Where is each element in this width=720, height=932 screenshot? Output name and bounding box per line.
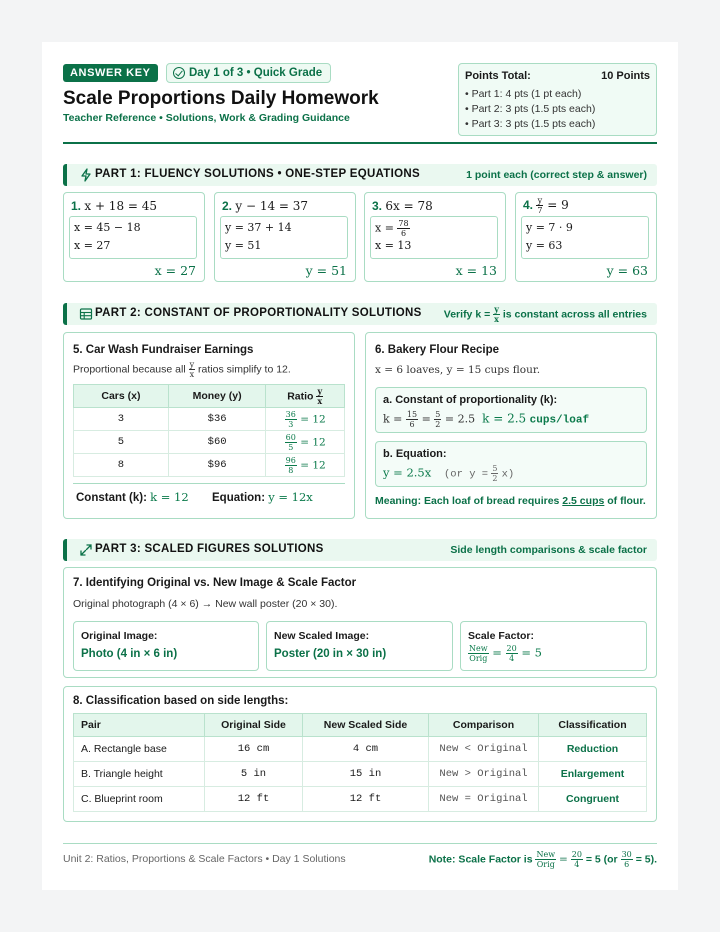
part-a-work: k = $\frac{15}{6}$ = $\frac{5}{2}$ = 2.5 k = 2.5 cups/loaf (383, 410, 590, 429)
table-row: A. Rectangle base 16 cm 4 cm New < Original Reduction (74, 737, 647, 762)
problem-7-description: Original photograph (4 × 6) → New wall poster (20 × 30). (73, 598, 338, 610)
column-header: Comparison (429, 714, 539, 737)
problem-8-title: 8. Classification based on side lengths: (73, 695, 289, 707)
part1-note: 1 point each (correct step & answer) (466, 169, 647, 181)
points-total-box (458, 63, 657, 136)
part2-title: PART 2: CONSTANT OF PROPORTIONALITY SOLUTIONS (95, 307, 422, 319)
points-line: • Part 1: 4 pts (1 pt each) (465, 88, 582, 100)
new-image-box (266, 621, 453, 671)
final-answer: x = 13 (455, 263, 497, 278)
final-answer: y = 63 (606, 263, 648, 278)
part-a-label: a. Constant of proportionality (k): (383, 394, 558, 406)
problem-number: 4. (523, 198, 534, 212)
problem-equation: 6x = 78 (385, 199, 433, 213)
problem-5-title: 5. Car Wash Fundraiser Earnings (73, 344, 254, 356)
problem-card-3 (364, 192, 506, 282)
worksheet-page (42, 42, 678, 890)
problem-card-2 (214, 192, 356, 282)
column-header: Classification (539, 714, 647, 737)
problem-8-card (63, 686, 657, 822)
work-box (220, 216, 348, 259)
expand-icon (79, 543, 93, 557)
part3-note: Side length comparisons & scale factor (450, 544, 647, 556)
original-label: Original Image: (81, 630, 158, 642)
new-value: Poster (20 in × 30 in) (274, 648, 387, 660)
problem-6-description: x = 6 loaves, y = 15 cups flour. (375, 364, 541, 376)
part1-title: PART 1: FLUENCY SOLUTIONS • ONE-STEP EQUATIONS (95, 168, 420, 180)
header-divider (63, 142, 657, 144)
answer-key-badge: ANSWER KEY (63, 64, 158, 82)
work-step: y = 51 (225, 239, 262, 252)
footer-divider (63, 843, 657, 844)
problem-7-title: 7. Identifying Original vs. New Image & Scale Factor (73, 577, 357, 589)
work-step: x = 45 − 18 (74, 221, 141, 234)
constant-line: Constant (k): k = 12 (76, 490, 189, 504)
work-step: x = $\frac{78}{6}$ (375, 219, 409, 238)
problem-equation: y − 14 = 37 (235, 199, 309, 213)
column-header: Pair (74, 714, 205, 737)
part-b-box (375, 441, 647, 487)
work-step: y = 63 (526, 239, 563, 252)
part2-header (63, 303, 657, 325)
scale-factor-box (460, 621, 647, 671)
work-step: y = 37 + 14 (225, 221, 292, 234)
work-step: y = 7 · 9 (526, 221, 573, 234)
points-line: • Part 3: 3 pts (1.5 pts each) (465, 118, 596, 130)
problem-6-title: 6. Bakery Flour Recipe (375, 344, 499, 356)
footer-unit: Unit 2: Ratios, Proportions & Scale Factors • Day 1 Solutions (63, 853, 346, 865)
day-badge (166, 63, 331, 83)
classification-table (73, 713, 647, 812)
check-circle-icon (173, 67, 185, 79)
part3-header (63, 539, 657, 561)
new-label: New Scaled Image: (274, 630, 370, 642)
problem-5-card (63, 332, 355, 519)
scale-factor-value: $\frac{\text{New}}{\text{Orig}}$ = $\frac{20}{4}$ = 5 (469, 644, 542, 663)
table-row: 3 $36 $\frac{36}{3}$ = 12 (74, 408, 345, 431)
car-wash-table (73, 384, 345, 477)
column-header-ratio: Ratio $\frac{y}{x}$ (266, 385, 345, 408)
work-box (370, 216, 498, 259)
meaning-line: Meaning: Each loaf of bread requires 2.5 cups of flour. (375, 495, 646, 507)
table-row: C. Blueprint room 12 ft 12 ft New = Original Congruent (74, 787, 647, 812)
part1-header (63, 164, 657, 186)
column-header: New Scaled Side (303, 714, 429, 737)
problem-7-card (63, 567, 657, 678)
problem-equation: x + 18 = 45 (84, 199, 158, 213)
problem-number: 2. (222, 199, 233, 213)
work-step: x = 27 (74, 239, 111, 252)
footer-note: Note: Scale Factor is $\frac{\text{New}}{\text{Orig}}$ = $\frac{20}{4}$ = 5 (or $\frac{30}{6}$ = 5). (428, 850, 657, 869)
problem-card-1 (63, 192, 205, 282)
points-label: Points Total: (465, 70, 531, 82)
original-image-box (73, 621, 259, 671)
work-box (69, 216, 197, 259)
day-badge-label: Day 1 of 3 • Quick Grade (189, 67, 323, 79)
scale-factor-label: Scale Factor: (468, 630, 534, 642)
table-row: B. Triangle height 5 in 15 in New > Original Enlargement (74, 762, 647, 787)
part2-note: Verify k = $\frac{y}{x}$ is constant across all entries (443, 304, 647, 324)
column-header-cars: Cars (x) (74, 385, 169, 408)
final-answer: y = 51 (305, 263, 347, 278)
table-icon (79, 307, 93, 321)
part3-title: PART 3: SCALED FIGURES SOLUTIONS (95, 543, 324, 555)
problem-5-description: Proportional because all $\frac{y}{x}$ ratios simplify to 12. (73, 360, 291, 379)
page-subtitle: Teacher Reference • Solutions, Work & Grading Guidance (63, 112, 350, 124)
table-row: 5 $60 $\frac{60}{5}$ = 12 (74, 431, 345, 454)
problem-number: 1. (71, 199, 82, 213)
work-box (521, 216, 649, 259)
final-answer: x = 27 (154, 263, 196, 278)
points-value: 10 Points (601, 70, 650, 82)
part-a-box (375, 387, 647, 433)
part-b-label: b. Equation: (383, 448, 447, 460)
part-b-equation: y = 2.5x (or y = $\frac{5}{2}$ x) (383, 464, 515, 483)
lightning-icon (79, 168, 93, 182)
column-header: Original Side (205, 714, 303, 737)
original-value: Photo (4 in × 6 in) (81, 648, 178, 660)
equation-line: Equation: y = 12x (212, 490, 313, 504)
problem-card-4 (515, 192, 657, 282)
points-line: • Part 2: 3 pts (1.5 pts each) (465, 103, 596, 115)
column-header-money: Money (y) (168, 385, 266, 408)
problem-number: 3. (372, 199, 383, 213)
problem-equation: $\frac{y}{7}$ = 9 (537, 196, 569, 215)
problem-6-card (365, 332, 657, 519)
table-row: 8 $96 $\frac{96}{8}$ = 12 (74, 454, 345, 477)
divider (73, 483, 345, 484)
work-step: x = 13 (375, 239, 412, 252)
page-title: Scale Proportions Daily Homework (63, 88, 379, 109)
